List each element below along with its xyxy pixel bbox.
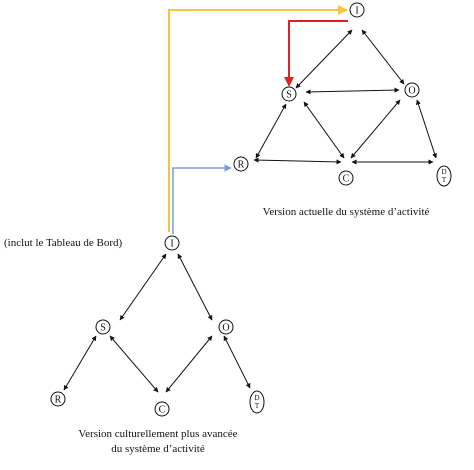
edge-s-r <box>256 104 286 158</box>
current-node-dt <box>437 166 451 186</box>
adv-edge-s-c <box>110 336 158 392</box>
advanced-node-dt-top-label: D <box>254 394 260 402</box>
edge-o-dt <box>417 100 436 158</box>
advanced-node-s-label: S <box>100 322 106 334</box>
current-node-dt-top-label: D <box>441 168 447 176</box>
current-node-i <box>350 3 364 17</box>
advanced-node-s <box>96 320 110 334</box>
advanced-annotation: (inclut le Tableau de Bord) <box>4 237 123 249</box>
edge-i-s <box>296 30 352 88</box>
current-node-o-label: O <box>408 85 416 97</box>
current-node-o <box>405 83 419 97</box>
advanced-node-dt <box>250 391 264 413</box>
adv-edge-o-dt <box>224 336 250 388</box>
current-node-i-label: I <box>355 5 359 17</box>
advanced-node-c-label: C <box>158 404 166 416</box>
advanced-node-r <box>51 392 65 406</box>
advanced-caption-line2: du système d’activité <box>111 443 205 455</box>
current-node-s <box>282 87 296 101</box>
adv-edge-s-r <box>64 336 96 390</box>
edge-s-c <box>304 102 344 158</box>
current-node-c <box>339 171 353 185</box>
current-node-r-label: R <box>237 159 245 171</box>
adv-edge-o-c <box>166 336 212 392</box>
advanced-node-dt-bottom-label: T <box>254 402 260 410</box>
advanced-node-c <box>155 402 169 416</box>
adv-edge-i-o <box>178 254 212 320</box>
advanced-node-i <box>165 236 179 250</box>
current-node-s-label: S <box>286 89 292 101</box>
red-link <box>289 21 348 85</box>
advanced-caption-line1: Version culturellement plus avancée <box>78 428 238 440</box>
edge-r-c <box>254 160 341 162</box>
current-caption: Version actuelle du système d’activité <box>262 206 430 218</box>
edge-s-o <box>306 90 399 92</box>
advanced-node-o-label: O <box>222 322 230 334</box>
edge-o-c <box>351 100 400 158</box>
current-node-r <box>234 157 248 171</box>
advanced-node-r-label: R <box>54 394 62 406</box>
yellow-link <box>169 10 347 232</box>
edge-i-o <box>362 30 404 84</box>
adv-edge-i-s <box>120 254 166 320</box>
advanced-node-i-label: I <box>170 238 174 250</box>
current-node-c-label: C <box>342 173 350 185</box>
advanced-node-o <box>219 320 233 334</box>
blue-link <box>173 168 231 234</box>
current-node-dt-bottom-label: T <box>441 176 447 184</box>
